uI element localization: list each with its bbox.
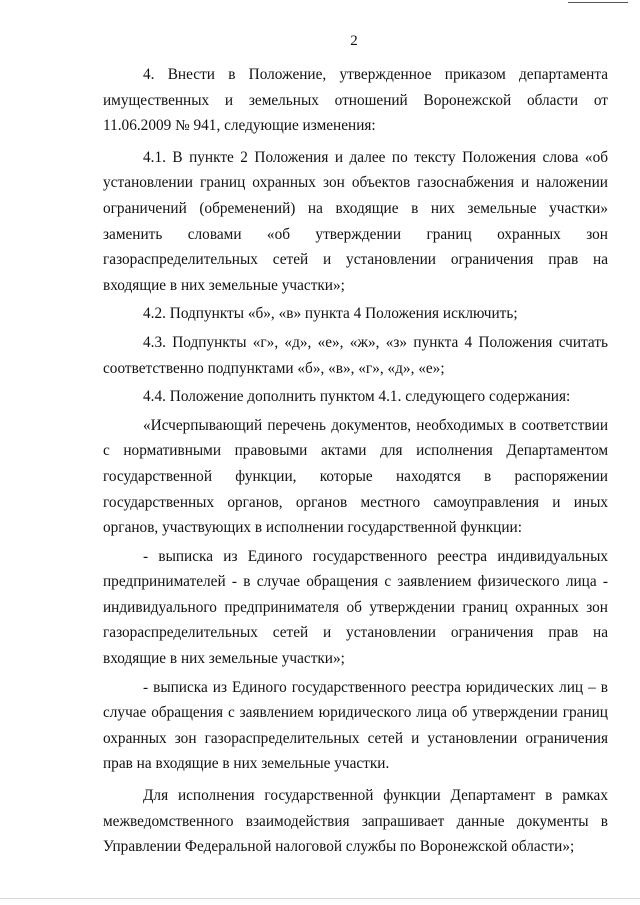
page-number: 2: [350, 33, 358, 49]
paragraph-list-item-ul: - выписка из Единого государственного реестра юридических лиц – в случае обращения с заявлением юридического лица об утверждении границ охранных зон газораспределительных сетей и установлении ограничения прав на входящие в них земельные участки.: [103, 678, 608, 773]
scan-edge-mark: [568, 2, 628, 3]
paragraph-item-4-4: 4.4. Положение дополнить пунктом 4.1. следующего содержания:: [143, 388, 571, 406]
scan-bottom-edge: [0, 898, 640, 899]
document-body: [103, 62, 608, 860]
paragraph-item-4-3: 4.3. Подпункты «г», «д», «е», «ж», «з» пункта 4 Положения считать соответственно подпунктами «б», «в», «г», «д», «е»;: [103, 333, 608, 377]
paragraph-interagency: Для исполнения государственной функции Департамент в рамках межведомственного взаимодействия запрашивает данные документы в Управлении Федеральной налоговой службы по Воронежской области»;: [103, 787, 608, 856]
paragraph-item-4-2: 4.2. Подпункты «б», «в» пункта 4 Положения исключить;: [143, 305, 518, 323]
paragraph-quote-intro: «Исчерпывающий перечень документов, необходимых в соответствии с нормативными правовыми актами для исполнения Департаментом государственной функции, которые находятся в распоряжении государственных органов, органов местного самоуправления и иных органов, участвующих в исполнении государственной функции:: [103, 416, 608, 537]
paragraph-list-item-ip: - выписка из Единого государственного реестра индивидуальных предпринимателей - в случае обращения с заявлением физического лица - индивидуального предпринимателя об утверждении границ охранных зон газораспределительных сетей и установлении ограничения прав на входящие в них земельные участки»;: [103, 547, 608, 668]
paragraph-item-4: 4. Внести в Положение, утвержденное приказом департамента имущественных и земельных отношений Воронежской области от 11.06.2009 № 941, следующие изменения:: [103, 66, 608, 135]
paragraph-item-4-1: 4.1. В пункте 2 Положения и далее по тексту Положения слова «об установлении границ охранных зон объектов газоснабжения и наложении ограничений (обременений) на входящие в них земельные участки» заменить словами «об утверждении границ охранных зон газораспределительных сетей и установлении ограничения прав на входящие в них земельные участки»;: [103, 148, 608, 294]
